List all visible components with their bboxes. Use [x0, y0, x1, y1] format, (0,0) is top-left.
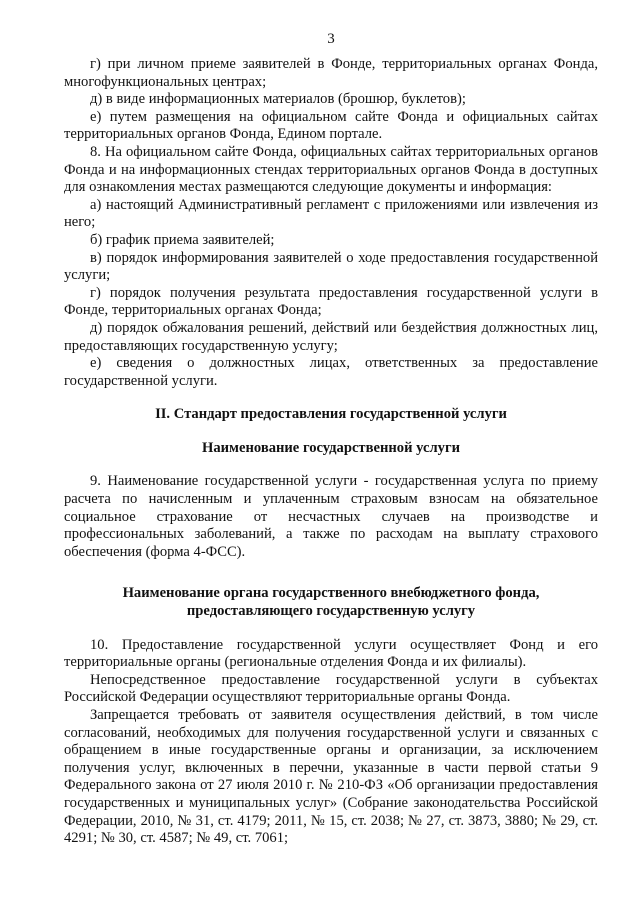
page-number: 3: [327, 31, 335, 47]
subheading-organ-line2: предоставляющего государственную услугу: [186, 603, 476, 620]
list-item-d-info-materials: д) в виде информационных материалов (брошюр, буклетов);: [90, 91, 466, 108]
list-item-g-result: г) порядок получения результата предоставления государственной услуги в Фонде, территориальных органах Фонда;: [64, 284, 598, 319]
paragraph-prohibition: Запрещается требовать от заявителя осуществления действий, в том числе согласований, необходимых для получения государственной услуги и связанных с обращением в иные государственные органы и организации, за исключением получения услуг, включенных в перечни, указанные в части первой статьи 9 Федерального закона от 27 июля 2010 г. № 210-ФЗ «Об организации предоставления государственных и муниципальных услуг» (Собрание законодательства Российской Федерации, 2010, № 31, ст. 4179; 2011, № 15, ст. 2038; № 27, ст. 3873, 3880; № 29, ст. 4291; № 30, ст. 4587; № 49, ст. 7061;: [64, 707, 598, 847]
paragraph-direct-provision: Непосредственное предоставление государственной услуги в субъектах Российской Федерации осуществляют территориальные органы Фонда.: [64, 671, 598, 706]
subheading-organ-line1: Наименование органа государственного внебюджетного фонда,: [122, 585, 540, 602]
subheading-service-name: Наименование государственной услуги: [202, 439, 460, 456]
section-heading: II. Стандарт предоставления государственной услуги: [155, 406, 507, 423]
list-item-e-officials: е) сведения о должностных лицах, ответственных за предоставление государственной услуги.: [64, 355, 598, 389]
paragraph-10: 10. Предоставление государственной услуги осуществляет Фонд и его территориальные органы (региональные отделения Фонда и их филиалы).: [64, 636, 598, 671]
paragraph-9: 9. Наименование государственной услуги - государственная услуга по приему расчета по начисленным и уплаченным страховым взносам на обязательное социальное страхование от несчастных случаев на производстве и профессиональных заболеваний, а также по расходам на выплату страхового обеспечения (форма 4-ФСС).: [64, 473, 598, 560]
list-item-d-appeal: д) порядок обжалования решений, действий или бездействия должностных лиц, предоставляющих государственную услугу;: [64, 319, 598, 354]
paragraph-8: 8. На официальном сайте Фонда, официальных сайтах территориальных органов Фонда и на информационных стендах территориальных органов Фонда в доступных для ознакомления местах размещаются следующие документы и информация:: [64, 143, 598, 196]
subheading-organ-name: [64, 585, 598, 620]
list-item-v-informing: в) порядок информирования заявителей о ходе предоставления государственной услуги;: [64, 249, 598, 284]
list-item-b-schedule: б) график приема заявителей;: [90, 231, 275, 248]
list-item-g-personal-reception: г) при личном приеме заявителей в Фонде, территориальных органах Фонда, многофункциональных центрах;: [64, 56, 598, 90]
list-item-e-website: е) путем размещения на официальном сайте Фонда и официальных сайтах территориальных органов Фонда, Едином портале.: [64, 108, 598, 143]
list-item-a-regulation: а) настоящий Административный регламент с приложениями или извлечения из него;: [64, 196, 598, 231]
